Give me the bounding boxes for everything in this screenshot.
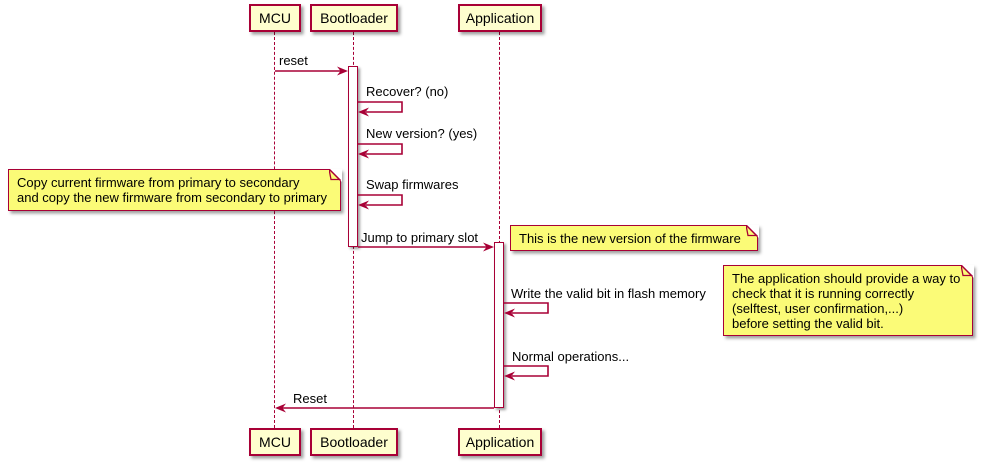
note-text-line: before setting the valid bit. [732, 316, 884, 331]
message-label-jump-to-primary: Jump to primary slot [361, 230, 479, 245]
participant-bootloader-bottom [310, 428, 398, 456]
participant-label: MCU [259, 10, 291, 26]
message-label-reset: reset [279, 53, 308, 68]
participant-label: Application [465, 434, 535, 450]
message-label-swap-firmwares: Swap firmwares [366, 177, 459, 192]
note-new-firmware-version [510, 225, 758, 251]
note-text-line: check that it is running correctly [732, 286, 915, 301]
message-label-write-valid-bit: Write the valid bit in flash memory [511, 286, 706, 301]
participant-label: MCU [259, 434, 291, 450]
participant-mcu-bottom [249, 428, 301, 456]
participant-mcu-top [249, 4, 301, 32]
note-copy-firmware [8, 169, 341, 211]
participant-application-bottom [458, 428, 542, 456]
note-text-line: and copy the new firmware from secondary to primary [17, 190, 327, 205]
participant-label: Bootloader [320, 10, 388, 26]
participant-bootloader-top [310, 4, 398, 32]
arrow-recover-self [358, 102, 402, 117]
participant-label: Bootloader [320, 434, 388, 450]
participant-application-top [458, 4, 542, 32]
arrow-write-valid-bit-self [504, 303, 548, 318]
arrow-new-version-self [358, 144, 402, 159]
note-text-line: (selftest, user confirmation,...) [732, 301, 904, 316]
message-label-new-version: New version? (yes) [366, 126, 478, 141]
message-label-recover: Recover? (no) [366, 84, 449, 99]
message-label-normal-operations: Normal operations... [512, 349, 630, 364]
arrow-swap-firmwares-self [358, 195, 402, 210]
note-fold-icon [746, 225, 759, 238]
note-fold-icon [961, 265, 974, 278]
note-text-line: The application should provide a way to [732, 271, 961, 286]
arrow-normal-operations-self [504, 366, 548, 381]
note-text-line: Copy current firmware from primary to secondary [17, 175, 300, 190]
note-selftest-advice [723, 265, 973, 336]
participant-label: Application [465, 10, 535, 26]
note-fold-icon [329, 169, 342, 182]
note-text-line: This is the new version of the firmware [519, 231, 741, 246]
message-label-reset-final: Reset [293, 391, 327, 406]
